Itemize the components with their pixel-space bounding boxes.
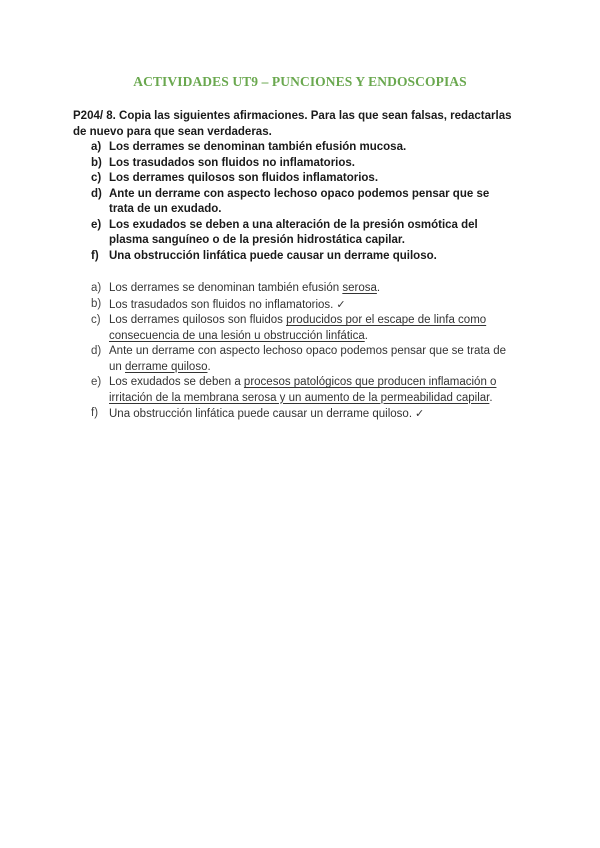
statement-letter: a) <box>91 141 102 153</box>
statement-item <box>91 218 511 249</box>
statement-letter: c) <box>91 172 102 184</box>
statements-list <box>91 140 511 264</box>
statement-item <box>91 171 511 187</box>
answer-body: Los trasudados son fluidos no inflamatorios. <box>109 298 334 311</box>
answer-prefix: Los exudados se deben a <box>109 376 244 388</box>
answer-text <box>109 406 511 423</box>
answer-text <box>109 375 511 406</box>
statement-letter: f) <box>91 249 99 262</box>
answer-correction: serosa <box>342 282 377 294</box>
statement-item <box>91 156 511 172</box>
answer-letter: d) <box>91 345 102 357</box>
answer-text <box>109 313 511 344</box>
statement-text: Los exudados se deben a una alteración de la presión osmótica del plasma sanguíneo o de la presión hidrostática capilar. <box>109 218 478 246</box>
statement-text: Ante un derrame con aspecto lechoso opaco podemos pensar que se trata de un exudado. <box>109 187 490 215</box>
statement-text: Los derrames se denominan también efusión mucosa. <box>109 141 407 153</box>
checkmark-icon: ✓ <box>336 297 346 311</box>
statement-text: Una obstrucción linfática puede causar un derrame quiloso. <box>109 249 437 262</box>
statement-item <box>91 187 511 218</box>
statement-item <box>91 140 511 156</box>
statement-letter: b) <box>91 156 102 169</box>
answer-item-b <box>91 297 511 314</box>
answer-item-f <box>91 406 511 423</box>
statement-text: Los trasudados son fluidos no inflamatorios. <box>109 156 355 169</box>
statement-text: Los derrames quilosos son fluidos inflamatorios. <box>109 172 379 184</box>
answer-correction: derrame quiloso <box>125 360 208 373</box>
answer-item-c <box>91 313 511 344</box>
answer-suffix: . <box>364 329 368 342</box>
statement-letter: e) <box>91 218 102 231</box>
answer-correction: producidos por el escape de linfa como consecuencia de una lesión u obstrucción linfática <box>109 314 487 342</box>
statement-letter: d) <box>91 187 102 200</box>
answer-letter: f) <box>91 407 99 419</box>
answer-correction: procesos patológicos que producen inflamación o irritación de la membrana serosa y un aumento de la permeabilidad capilar <box>109 376 497 404</box>
answer-text <box>109 281 511 297</box>
answer-letter: b) <box>91 297 102 310</box>
statement-item <box>91 249 511 265</box>
answers-list <box>91 281 511 423</box>
answer-item-d <box>91 344 511 375</box>
page-title: ACTIVIDADES UT9 – PUNCIONES Y ENDOSCOPIAS <box>133 74 467 89</box>
answer-prefix: Los derrames se denominan también efusión <box>109 282 343 294</box>
answer-letter: a) <box>91 282 102 294</box>
answer-item-a <box>91 281 511 297</box>
answer-item-e <box>91 375 511 406</box>
question-prompt: P204/ 8. Copia las siguientes afirmaciones. Para las que sean falsas, redactarlas de nuevo para que sean verdaderas. <box>73 110 512 138</box>
answer-prefix: Ante un derrame con aspecto lechoso opaco podemos pensar que se trata de un <box>109 345 507 373</box>
answer-suffix: . <box>376 282 381 294</box>
answer-prefix: Los derrames quilosos son fluidos <box>109 314 287 326</box>
answer-letter: c) <box>91 314 101 326</box>
answer-suffix: . <box>207 360 211 373</box>
checkmark-icon: ✓ <box>415 407 425 420</box>
answer-letter: e) <box>91 376 102 388</box>
answer-body: Una obstrucción linfática puede causar un derrame quiloso. <box>109 408 413 420</box>
answer-suffix: . <box>489 391 493 404</box>
answer-text <box>109 297 511 314</box>
answer-text <box>109 344 511 375</box>
